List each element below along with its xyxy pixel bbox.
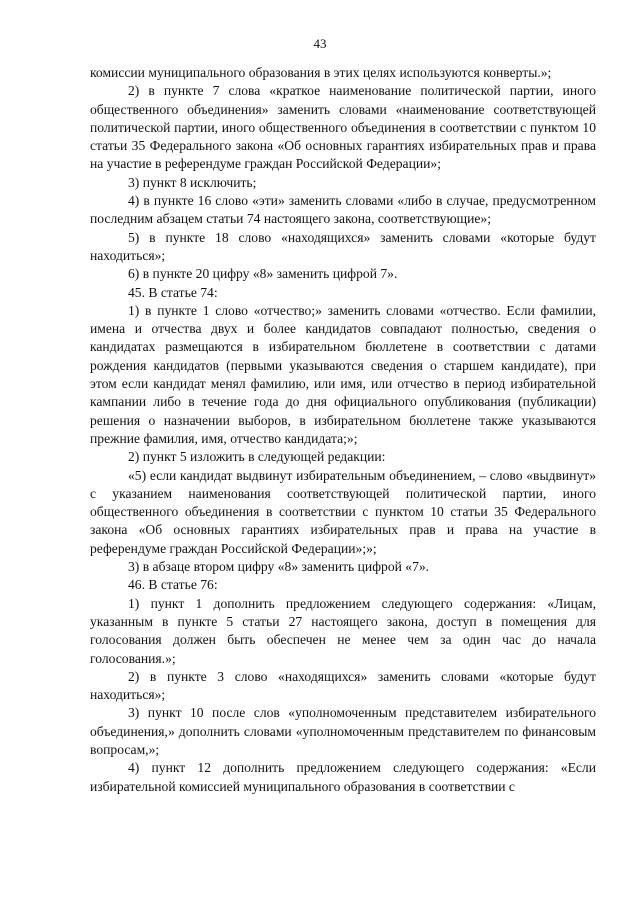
paragraph: 4) в пункте 16 слово «эти» заменить словами «либо в случае, предусмотренном последним абзацем статьи 74 настоящего закона, соответствующие»;	[90, 193, 596, 227]
paragraph: 4) пункт 12 дополнить предложением следующего содержания: «Если избирательной комиссией муниципального образования в соответствии с	[90, 760, 596, 794]
paragraph: 1) пункт 1 дополнить предложением следующего содержания: «Лицам, указанным в пункте 5 статьи 27 настоящего закона, доступ в помещения для голосования должен быть обеспечен не менее чем за один час до начала голосования.»;	[90, 595, 596, 666]
paragraph: 2) в пункте 7 слова «краткое наименование политической партии, иного общественного объединения» заменить словами «наименование соответствующей политической партии, иного общественного объединения в соответствии с пунктом 10 статьи 35 Федерального закона «Об основных гарантиях избирательных прав и права на участие в референдуме граждан Российской Федерации»;	[90, 83, 596, 172]
page-number: 43	[313, 36, 327, 51]
paragraph: 6) в пункте 20 цифру «8» заменить цифрой 7».	[128, 266, 398, 282]
paragraph: 1) в пункте 1 слово «отчество;» заменить словами «отчество. Если фамилии, имена и отчества двух и более кандидатов совпадают полностью, сведения о кандидатах размещаются в избирательном бюллетене в соответствии с датами рождения кандидатов (первыми указываются сведения о старшем кандидате), при этом если кандидат менял фамилию, или имя, или отчество в период избирательной кампании либо в течение года до дня официального опубликования (публикации) решения о назначении выборов, в избирательном бюллетене также указываются прежние фамилия, имя, отчество кандидата;»;	[90, 302, 596, 446]
paragraph: 2) в пункте 3 слово «находящихся» заменить словами «которые будут находиться»;	[90, 668, 596, 703]
document-body	[90, 64, 596, 796]
paragraph: 3) пункт 8 исключить;	[128, 174, 257, 190]
paragraph: комиссии муниципального образования в этих целях используются конверты.»;	[90, 65, 552, 80]
section-heading: 46. В статье 76:	[128, 577, 218, 593]
paragraph: 5) в пункте 18 слово «находящихся» заменить словами «которые будут находиться»;	[90, 229, 596, 263]
paragraph: «5) если кандидат выдвинут избирательным объединением, – слово «выдвинут» с указанием наименования соответствующей политической партии, иного общественного объединения в соответствии с пунктом 10 статьи 35 Федерального закона «Об основных гарантиях избирательных прав и права на участие в референдуме граждан Российской Федерации»;»;	[90, 467, 596, 556]
paragraph: 3) в абзаце втором цифру «8» заменить цифрой «7».	[128, 559, 430, 575]
section-heading: 45. В статье 74:	[128, 284, 218, 300]
paragraph: 2) пункт 5 изложить в следующей редакции:	[128, 449, 386, 465]
paragraph: 3) пункт 10 после слов «уполномоченным представителем избирательного объединения,» дополнить словами «уполномоченным представителем по финансовым вопросам,»;	[90, 705, 596, 757]
